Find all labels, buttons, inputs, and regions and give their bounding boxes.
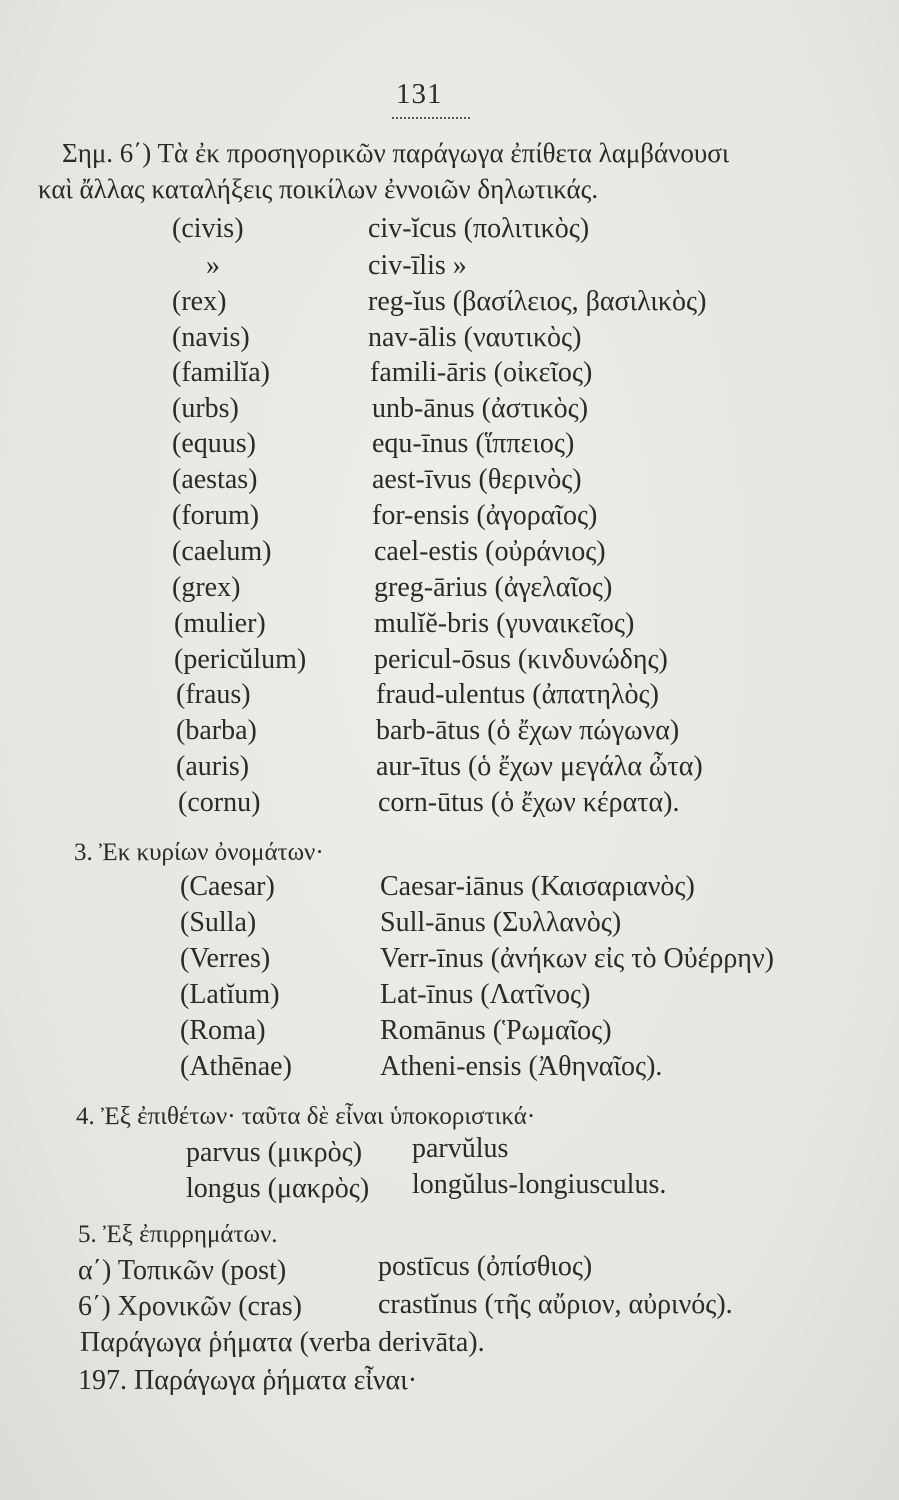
source-word: (cornu) [178, 787, 261, 818]
derived-word: crastĭnus (τῆς αὔριον, αὐρινός). [378, 1289, 733, 1320]
source-word: (grex) [172, 572, 241, 603]
source-word: longus (μακρὸς) [186, 1173, 370, 1204]
derived-word: for-ensis (ἀγοραῖος) [372, 500, 598, 531]
derived-word: nav-ālis (ναυτικὸς) [368, 322, 582, 353]
source-word: (urbs) [172, 393, 239, 424]
source-word: (caelum) [172, 536, 272, 567]
source-word: » [206, 250, 220, 281]
source-word: 6΄) Χρονικῶν (cras) [78, 1291, 302, 1322]
derived-word: greg-ārius (ἀγελαῖος) [374, 572, 613, 603]
derived-word: unb-ānus (ἀστικὸς) [372, 393, 589, 424]
derived-word: mulĭĕ-bris (γυναικεῖος) [374, 608, 635, 639]
source-word: (barba) [176, 715, 257, 746]
source-word: (fraus) [176, 679, 251, 710]
derived-word: Atheni-ensis (Ἀθηναῖος). [380, 1051, 663, 1082]
section-4-heading: 4. Ἐξ ἐπιθέτων· ταῦτα δὲ εἶναι ὑποκοριστικά· [76, 1103, 536, 1130]
derived-word: equ-īnus (ἵππειος) [372, 428, 575, 459]
intro-line-1: Σημ. 6΄) Τὰ ἐκ προσηγορικῶν παράγωγα ἐπίθετα λαμβάνουσι [62, 138, 730, 168]
source-word: (pericŭlum) [174, 644, 307, 675]
derived-word: civ-ĭcus (πολιτικὸς) [368, 213, 590, 244]
section-3-heading: 3. Ἐκ κυρίων ὀνομάτων· [74, 839, 324, 866]
source-word: (familĭa) [172, 357, 270, 388]
section-5-heading: 5. Ἐξ ἐπιρρημάτων. [78, 1221, 278, 1248]
derived-word: Verr-īnus (ἀνήκων εἰς τὸ Οὐέρρην) [380, 943, 774, 974]
source-word: α΄) Τοπικῶν (post) [78, 1255, 287, 1286]
derived-word: pericul-ōsus (κινδυνώδης) [374, 644, 668, 675]
page-number-rule [392, 117, 470, 119]
source-word: (Caesar) [180, 871, 275, 902]
source-word: (Sulla) [180, 907, 257, 938]
derived-word: Lat-īnus (Λατῖνος) [380, 979, 591, 1010]
source-word: (aestas) [172, 464, 258, 495]
derived-word: famili-āris (οἰκεῖος) [370, 357, 593, 388]
derived-word: civ-īlis » [368, 250, 467, 281]
derived-word: aest-īvus (θερινὸς) [372, 464, 582, 495]
source-word: (forum) [172, 500, 260, 531]
derived-word: aur-ītus (ὁ ἔχων μεγάλα ὦτα) [376, 751, 703, 782]
derived-word: parvŭlus [412, 1133, 509, 1164]
source-word: (equus) [172, 428, 256, 459]
source-word: (auris) [176, 751, 250, 782]
source-word: (navis) [172, 322, 250, 353]
intro-line-2: καὶ ἄλλας καταλήξεις ποικίλων ἐννοιῶν δηλωτικάς. [38, 174, 599, 204]
derived-word: Romānus (Ῥωμαῖος) [380, 1015, 612, 1046]
derived-word: barb-ātus (ὁ ἔχων πώγωνα) [376, 715, 680, 746]
source-word: (Latĭum) [180, 979, 280, 1010]
source-word: (Verres) [180, 943, 271, 974]
derived-word: postīcus (ὀπίσθιος) [378, 1251, 593, 1282]
derived-word: Caesar-iānus (Καισαριανὸς) [380, 871, 695, 902]
derived-verbs-title: Παράγωγα ῥήματα (verba derivāta). [80, 1327, 485, 1358]
source-word: (Athēnae) [180, 1051, 292, 1082]
derived-word: fraud-ulentus (ἀπατηλὸς) [376, 679, 659, 710]
source-word: parvus (μικρὸς) [186, 1137, 363, 1168]
source-word: (mulier) [174, 608, 266, 639]
derived-word: corn-ūtus (ὁ ἔχων κέρατα). [378, 787, 680, 818]
source-word: (Roma) [180, 1015, 266, 1046]
source-word: (civis) [172, 213, 244, 244]
paragraph-197: 197. Παράγωγα ῥήματα εἶναι· [78, 1365, 418, 1396]
derived-word: longŭlus-longiusculus. [412, 1169, 667, 1200]
derived-word: cael-estis (οὐράνιος) [374, 536, 606, 567]
page-number: 131 [396, 78, 443, 110]
derived-word: Sull-ānus (Συλλανὸς) [380, 907, 622, 938]
derived-word: reg-ĭus (βασίλειος, βασιλικὸς) [368, 286, 707, 317]
source-word: (rex) [172, 286, 227, 317]
